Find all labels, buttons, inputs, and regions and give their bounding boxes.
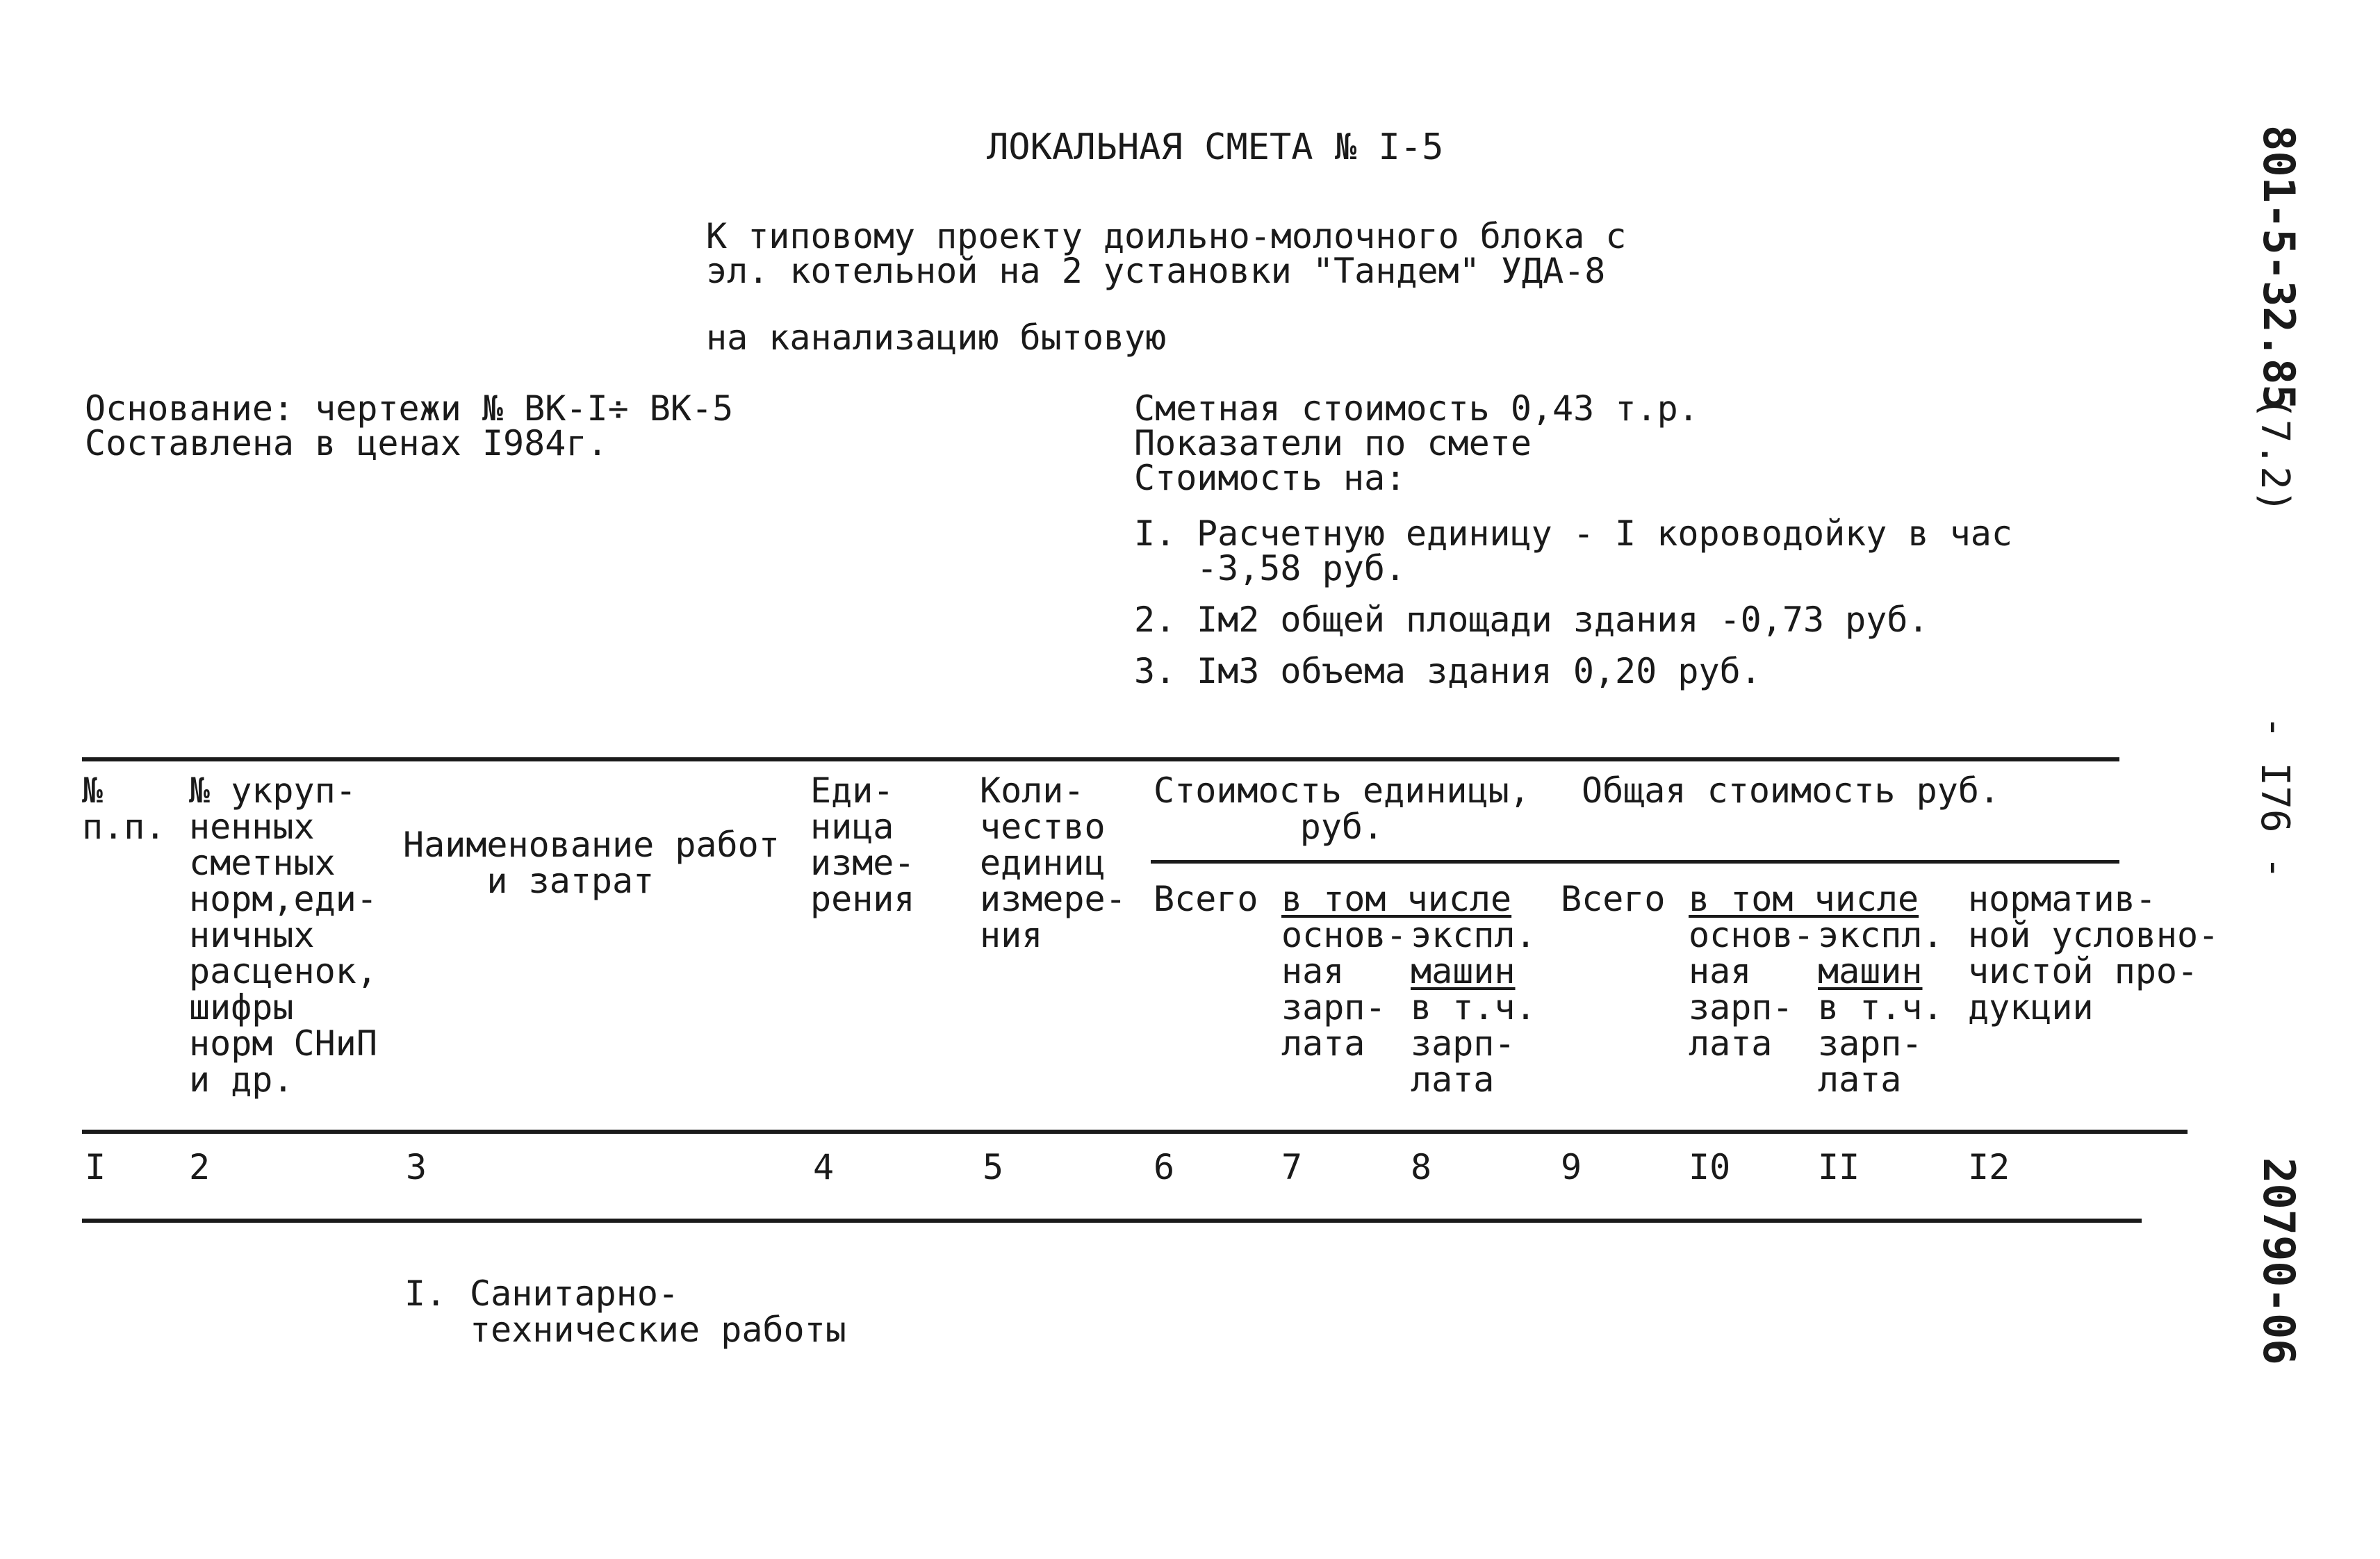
header-col-11-machines: машин — [1818, 951, 1923, 991]
subtitle-line-2: эл. котельной на 2 установки "Тандем" УДА-8 — [706, 251, 1606, 291]
section-number: I. — [404, 1273, 447, 1314]
header-col-10-wages: основ- ная зарп- лата — [1689, 915, 1814, 1064]
purpose-line: на канализацию бытовую — [706, 317, 1167, 358]
column-number: 7 — [1281, 1147, 1303, 1187]
indicator-num-2: 2. — [1134, 600, 1176, 640]
column-number: 2 — [189, 1147, 211, 1187]
section-title: Санитарно- технические работы — [470, 1273, 846, 1350]
header-col-11-incl-wages: в т.ч. зарп- лата — [1818, 987, 1944, 1100]
header-col-2: № укруп- ненных сметных норм,еди- ничных расценок, шифры норм СНиП и др. — [189, 770, 377, 1100]
column-number: 9 — [1561, 1147, 1582, 1187]
indicator-num-1: I. — [1134, 513, 1176, 554]
header-col-7-wages: основ- ная зарп- лата — [1281, 915, 1407, 1064]
header-total-cost-group: Общая стоимость руб. — [1582, 770, 2001, 811]
indicator-text-3: Iм3 объема здания 0,20 руб. — [1197, 651, 1762, 691]
header-col-12-normative: норматив- ной условно- чистой про- дукции — [1968, 879, 2219, 1028]
header-in-that-number-1: в том числе — [1281, 879, 1512, 919]
header-col-4: Еди- ница изме- рения — [810, 770, 915, 919]
column-number: 5 — [983, 1147, 1004, 1187]
header-col-1: № п.п. — [82, 770, 166, 847]
estimated-cost: Сметная стоимость 0,43 т.р. — [1134, 388, 1699, 429]
header-col-9-total: Всего — [1561, 879, 1666, 919]
margin-page-number: - I76 - — [2252, 716, 2297, 880]
group-divider-rule — [1151, 860, 2119, 864]
header-bottom-rule — [82, 1130, 2188, 1134]
indicators-heading: Показатели по смете — [1134, 423, 1532, 463]
header-unit-cost-group: Стоимость единицы, руб. — [1154, 770, 1530, 847]
column-number: II — [1818, 1147, 1860, 1187]
basis-line-1: Основание: чертежи № ВК-I÷ ВК-5 — [85, 388, 734, 429]
margin-inventory-number: 20790-06 — [2254, 1157, 2304, 1365]
table-top-rule — [82, 757, 2119, 761]
indicator-text-1: Расчетную единицу - I короводойку в час — [1197, 513, 2012, 554]
header-col-6-total: Всего — [1154, 879, 1258, 919]
header-col-11-operation: экспл. — [1818, 915, 1944, 955]
number-row-rule — [82, 1219, 2142, 1223]
header-col-8-incl-wages: в т.ч. зарп- лата — [1411, 987, 1536, 1100]
indicator-text-1-cont: -3,58 руб. — [1197, 548, 1406, 588]
column-number: I2 — [1968, 1147, 2010, 1187]
header-col-3: Наименование работ и затрат — [403, 825, 780, 901]
cost-for-heading: Стоимость на: — [1134, 458, 1406, 498]
column-number: 6 — [1154, 1147, 1175, 1187]
column-number: 8 — [1411, 1147, 1432, 1187]
margin-sheet-ref: (7.2) — [2252, 396, 2297, 513]
header-in-that-number-2: в том числе — [1689, 879, 1919, 919]
indicator-text-2: Iм2 общей площади здания -0,73 руб. — [1197, 600, 1929, 640]
column-number: I0 — [1689, 1147, 1731, 1187]
header-col-5: Коли- чество единиц измере- ния — [980, 770, 1126, 955]
basis-line-2: Составлена в ценах I984г. — [85, 423, 608, 463]
column-number: I — [85, 1147, 106, 1187]
header-col-8-machines: машин — [1411, 951, 1516, 991]
indicator-num-3: 3. — [1134, 651, 1176, 691]
subtitle-line-1: К типовому проекту доильно-молочного блока с — [706, 216, 1627, 256]
column-number: 3 — [406, 1147, 427, 1187]
header-col-8-operation: экспл. — [1411, 915, 1536, 955]
document-title: ЛОКАЛЬНАЯ СМЕТА № I-5 — [987, 126, 1444, 168]
column-number: 4 — [813, 1147, 835, 1187]
margin-project-code: 801-5-32.85 — [2254, 125, 2304, 411]
